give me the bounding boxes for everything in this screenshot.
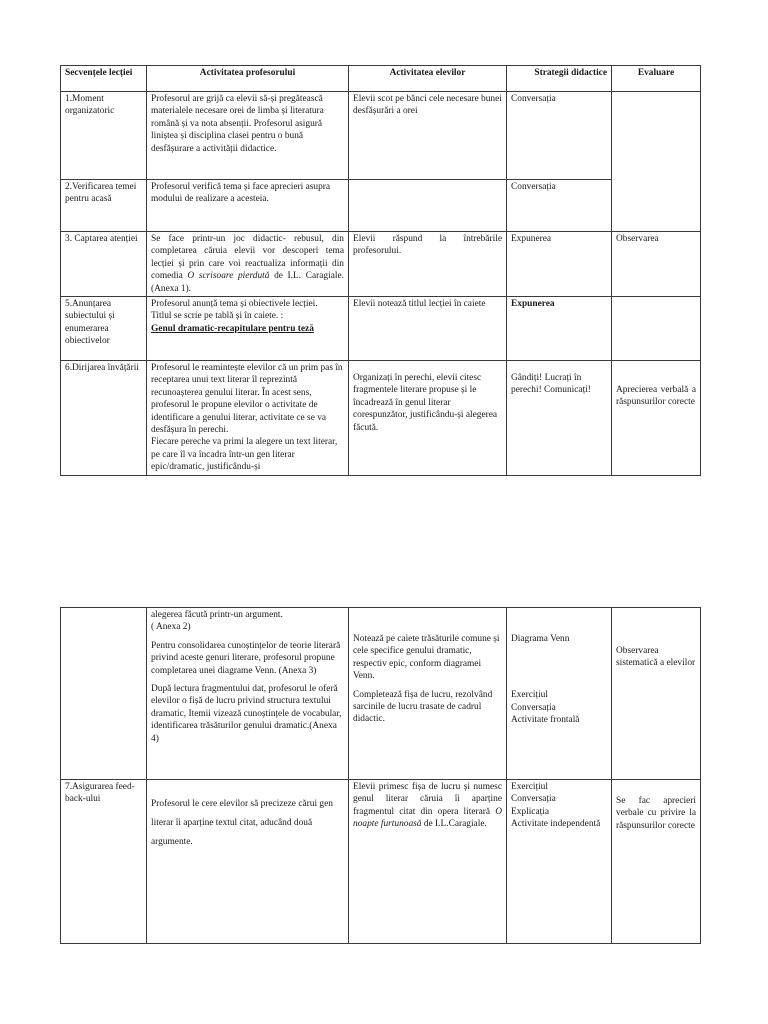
table-header-row — [61, 66, 701, 92]
cell-profesor — [147, 780, 349, 944]
cell-strategii: Conversația — [507, 180, 612, 232]
cell-strategii: Conversația — [507, 92, 612, 180]
cell-secventa: 5.Anunțarea subiectului și enumerarea obiectivelor — [61, 297, 147, 361]
strategii-text: Diagrama Venn — [511, 634, 570, 644]
elevi-text: de I.L.Caragiale. — [423, 819, 487, 830]
profesor-text: Profesorul le cere elevilor să precizeze cărui gen literar îi aparține textul citat, aducând două argumente. — [151, 799, 333, 847]
cell-evaluare: Observarea — [612, 232, 701, 297]
cell-strategii — [507, 608, 612, 780]
cell-strategii: Expunerea — [507, 232, 612, 297]
strategii-text: Conversația — [511, 794, 556, 805]
header-profesor: Activitatea profesorului — [147, 66, 349, 92]
strategii-text: Activitate frontală — [511, 715, 580, 726]
elevi-text: Organizați în perechi, elevii citesc fragmentele literare propuse și le încadrează în genul literar corespunzător, justificându-și alegerea făcută. — [353, 373, 498, 433]
cell-strategii — [507, 780, 612, 944]
table-row — [61, 232, 701, 297]
evaluare-text: Observarea sistematică a elevilor — [616, 646, 696, 669]
strategii-text: Exercițiul — [511, 782, 548, 792]
evaluare-text: Aprecierea verbală a răspunsurilor corecte — [616, 385, 696, 408]
cell-profesor: Profesorul verifică tema și face aprecieri asupra modului de realizare a acesteia. — [147, 180, 349, 232]
profesor-text: de I.L. Caragiale.(Anexa 1). — [151, 271, 344, 294]
strategii-text: Activitate independentă — [511, 819, 601, 830]
cell-profesor — [147, 297, 349, 361]
profesor-text: Se face printr-un joc didactic- rebusul, din completarea căruia elevii vor descoperi tema lecției și prin care voi reactualiza informații din comedia — [151, 234, 344, 282]
work-title: O noapte furtunoasă — [353, 806, 502, 830]
table-row — [61, 180, 701, 232]
cell-evaluare — [612, 297, 701, 361]
profesor-text: alegerea făcută printr-un argument. — [151, 610, 283, 620]
header-strategii: Strategii didactice — [507, 66, 612, 92]
cell-profesor — [147, 608, 349, 780]
cell-evaluare — [612, 780, 701, 944]
cell-elevi — [349, 608, 507, 780]
elevi-text: Completează fișa de lucru, rezolvând sarcinile de lucru trasate de cadrul didactic. — [353, 689, 493, 725]
header-elevi: Activitatea elevilor — [349, 66, 507, 92]
strategii-text: Explicația — [511, 806, 550, 817]
cell-strategii: Expunerea — [507, 297, 612, 361]
cell-secventa: 3. Captarea atenției — [61, 232, 147, 297]
lesson-plan-table-page1 — [60, 65, 701, 476]
strategii-text: Conversația — [511, 702, 556, 713]
profesor-text: Pentru consolidarea cunoștințelor de teorie literară privind aceste genuri literare, profesorul propune completarea unei diagrame Venn. (Anexa 3) — [151, 640, 341, 676]
work-title: O scrisoare pierdută — [187, 271, 270, 282]
cell-secventa: 6.Dirijarea învățării — [61, 361, 147, 476]
cell-elevi — [349, 180, 507, 232]
cell-secventa: 7.Asigurarea feed-back-ului — [61, 780, 147, 944]
header-secvente: Secvențele lecției — [61, 66, 147, 92]
cell-secventa — [61, 608, 147, 780]
cell-elevi: Elevii scot pe bănci cele necesare bunei desfășurări a orei — [349, 92, 507, 180]
cell-elevi — [349, 780, 507, 944]
profesor-text: Profesorul anunță tema și obiectivele lecției. — [151, 299, 318, 310]
table-row — [61, 297, 701, 361]
cell-secventa: 1.Moment organizatoric — [61, 92, 147, 180]
elevi-text: Notează pe caiete trăsăturile comune și cele specifice genului dramatic, respectiv epic, conform diagramei Venn. — [353, 634, 500, 682]
cell-evaluare — [612, 608, 701, 780]
strategii-text: Exercițiul — [511, 690, 548, 701]
profesor-text: După lectura fragmentului dat, profesorul le oferă elevilor o fișă de lucru privind structura textului dramatic, Itemii vizează cunoștințele de vocabular, identificarea trăsăturilor genului dramatic.(Anexa 4) — [151, 684, 342, 744]
strategii-text: Gândiți! Lucrați în perechi! Comunicați! — [511, 373, 591, 396]
table-row — [61, 92, 701, 180]
cell-elevi — [349, 361, 507, 476]
lesson-title: Genul dramatic-recapitulare pentru teză — [151, 323, 314, 334]
cell-secventa: 2.Verificarea temei pentru acasă — [61, 180, 147, 232]
table-row — [61, 608, 701, 780]
profesor-text: Titlul se scrie pe tablă și în caiete. : — [151, 311, 284, 322]
cell-profesor: Profesorul are grijă ca elevii să-și pregătească materialele necesare orei de limba și literatura română și va nota absenții. Profesorul asigură liniștea și disciplina clasei pentru o bună desfășurare a activității didactice. — [147, 92, 349, 180]
cell-evaluare — [612, 92, 701, 232]
header-evaluare: Evaluare — [612, 66, 701, 92]
profesor-text: Profesorul le reamintește elevilor că un prim pas în receptarea unui text literar îl reprezintă recunoașterea genului literar. În acest sens, profesorul le propune elevilor o activitate de identificare a genului literar, activitate ce se va desfășura în perechi. — [151, 363, 343, 436]
profesor-text: ( Anexa 2) — [151, 622, 191, 633]
lesson-plan-table-page2 — [60, 607, 701, 944]
cell-elevi: Elevii notează titlul lecției în caiete — [349, 297, 507, 361]
cell-strategii — [507, 361, 612, 476]
evaluare-text: Se fac aprecieri verbale cu privire la răspunsurilor corecte — [616, 796, 696, 831]
elevi-text: Elevii primesc fișa de lucru și numesc genul literar căruia îi aparține fragmentul citat din opera literară — [353, 782, 502, 817]
cell-profesor — [147, 361, 349, 476]
cell-profesor — [147, 232, 349, 297]
table-row — [61, 780, 701, 944]
table-row — [61, 361, 701, 476]
cell-elevi: Elevii răspund la întrebările profesorului. — [349, 232, 507, 297]
cell-evaluare — [612, 361, 701, 476]
profesor-text: Fiecare pereche va primi la alegere un text literar, pe care îl va încadra într-un gen literar epic/dramatic, justificându-și — [151, 437, 338, 473]
